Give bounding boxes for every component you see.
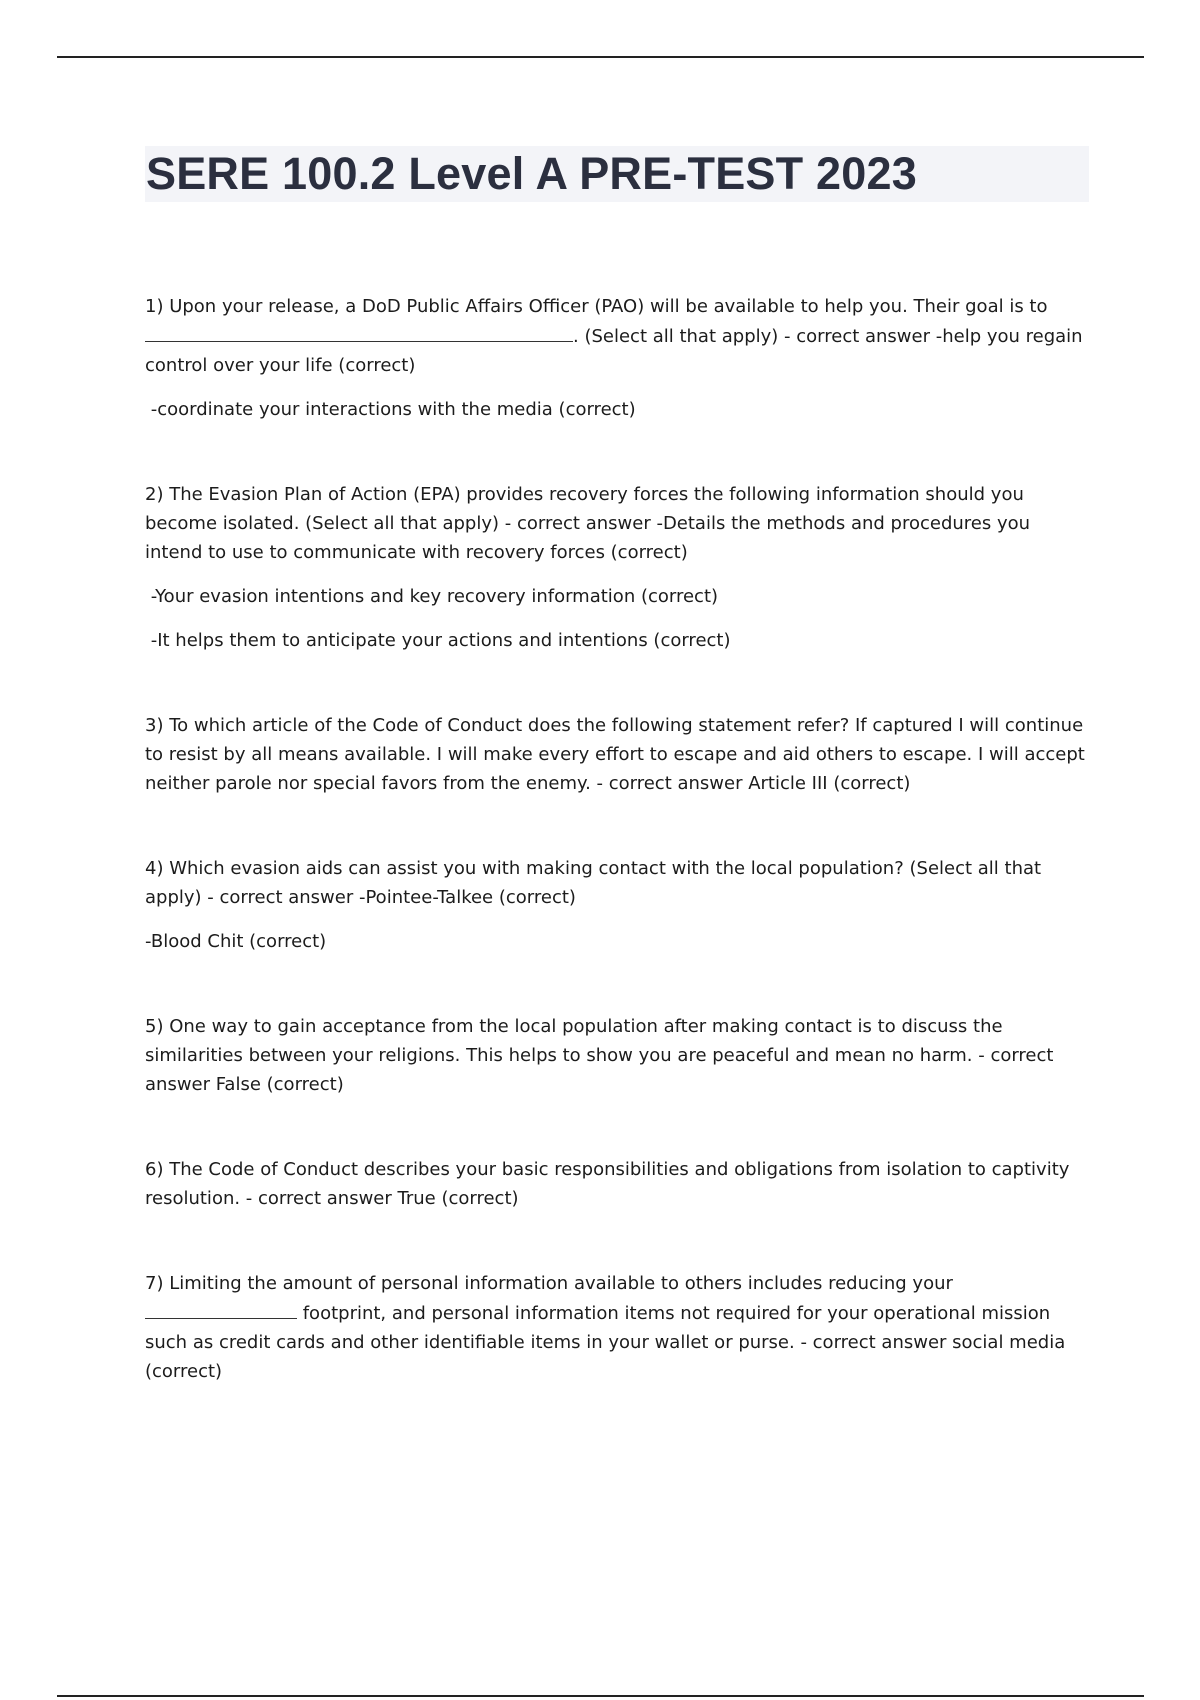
question-text: 4) Which evasion aids can assist you with making contact with the local population? (Select all that apply) - correct answer -Pointee-Talkee (correct) [145,858,1042,908]
question-item-7 [145,1269,1090,1386]
question-item-2 [145,480,1090,655]
question-text: 5) One way to gain acceptance from the local population after making contact is to discuss the similarities between your religions. This helps to show you are peaceful and mean no harm. - correct answer False (correct) [145,1016,1054,1095]
question-text-part: . (Select all that apply) - correct answer -help you regain control over your life (correct) [145,326,1083,376]
top-rule [57,56,1144,58]
answer-option: -coordinate your interactions with the media (correct) [145,399,636,420]
answer-option: -It helps them to anticipate your actions and intentions (correct) [145,630,731,651]
question-text: 6) The Code of Conduct describes your basic responsibilities and obligations from isolation to captivity resolution. - correct answer True (correct) [145,1159,1070,1209]
bottom-rule [57,1695,1144,1697]
question-text: 3) To which article of the Code of Conduct does the following statement refer? If captured I will continue to resist by all means available. I will make every effort to escape and aid others to escape. I will accept neither parole nor special favors from the enemy. - correct answer Article III (correct) [145,715,1085,794]
question-item-4 [145,854,1090,956]
page-title: SERE 100.2 Level A PRE-TEST 2023 [146,148,917,199]
answer-option: -Your evasion intentions and key recovery information (correct) [145,586,719,607]
question-text [145,1269,1090,1386]
question-item-5 [145,1012,1090,1099]
question-text-part: 1) Upon your release, a DoD Public Affairs Officer (PAO) will be available to help you. Their goal is to [145,296,1048,317]
question-item-3 [145,711,1090,798]
question-text [145,292,1090,380]
question-text-part: footprint, and personal information items not required for your operational mission such as credit cards and other identifiable items in your wallet or purse. - correct answer social media (correct) [145,1303,1066,1382]
question-item-1 [145,292,1090,424]
fill-in-blank [145,1298,297,1319]
question-item-6 [145,1155,1090,1213]
fill-in-blank [145,321,573,342]
question-list [145,292,1090,1442]
answer-option: -Blood Chit (correct) [145,931,327,952]
question-text: 2) The Evasion Plan of Action (EPA) provides recovery forces the following information should you become isolated. (Select all that apply) - correct answer -Details the methods and procedures you intend to use to communicate with recovery forces (correct) [145,484,1031,563]
question-text-part: 7) Limiting the amount of personal information available to others includes reducing your [145,1273,953,1294]
